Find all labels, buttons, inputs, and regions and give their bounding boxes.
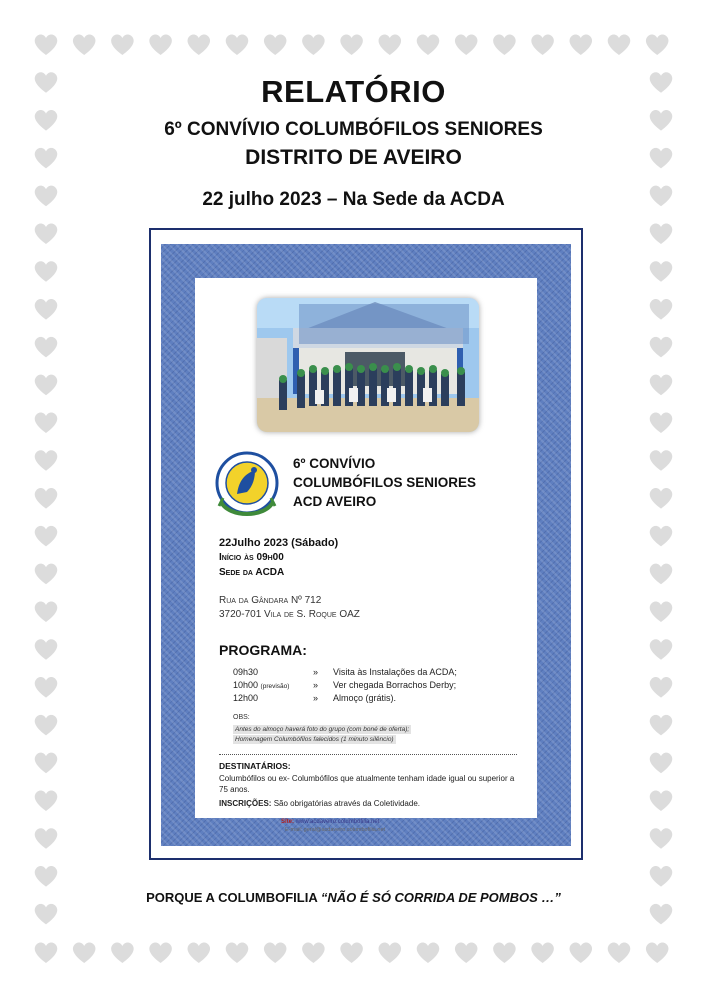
heart-icon <box>302 942 325 963</box>
programa-time-value: 10h00 <box>233 680 259 690</box>
programa-separator: » <box>313 667 319 677</box>
obs-line: Antes do almoço haverá foto do grupo (com boné de oferta); <box>235 726 410 733</box>
heart-icon <box>35 412 58 433</box>
heart-icon <box>455 34 478 55</box>
heart-icon <box>650 904 673 925</box>
heart-icon <box>188 34 211 55</box>
heart-icon <box>650 299 673 320</box>
dotted-divider <box>219 754 517 755</box>
heart-icon <box>302 34 325 55</box>
programa-time-value: 09h30 <box>233 667 259 677</box>
programa-row <box>233 679 533 692</box>
programa-time <box>233 692 305 705</box>
site-line <box>281 818 379 826</box>
footer-quote: “NÃO É SÓ CORRIDA DE POMBOS …” <box>320 890 561 905</box>
heart-icon <box>264 34 287 55</box>
report-header <box>0 72 707 212</box>
heart-icon <box>650 412 673 433</box>
heart-icon <box>149 942 172 963</box>
heart-icon <box>35 828 58 849</box>
heart-icon <box>149 34 172 55</box>
address-line2: 3720-701 Vila de S. Roque OAZ <box>219 609 360 620</box>
programa-time <box>233 679 305 693</box>
heart-icon <box>650 866 673 887</box>
heart-icon <box>650 564 673 585</box>
heart-icon <box>650 223 673 244</box>
heart-icon <box>608 34 631 55</box>
site-label: Site: <box>281 819 295 825</box>
heart-icon <box>650 715 673 736</box>
programa-separator: » <box>313 680 319 690</box>
footer-slogan <box>0 890 707 905</box>
poster-title-line1: 6º CONVÍVIO <box>293 456 376 471</box>
heart-icon <box>35 564 58 585</box>
heart-icon <box>226 34 249 55</box>
poster-title <box>293 454 533 511</box>
heart-icon <box>35 601 58 622</box>
heart-icon <box>35 375 58 396</box>
heart-icon <box>35 677 58 698</box>
heart-icon <box>650 753 673 774</box>
programa-row <box>233 692 533 705</box>
event-date: 22Julho 2023 (Sábado) <box>219 537 339 549</box>
poster-title-line3: ACD AVEIRO <box>293 494 377 509</box>
heart-icon <box>417 34 440 55</box>
inscricoes-text: São obrigatórias através da Coletividade. <box>273 799 420 808</box>
poster-content <box>195 278 537 833</box>
heart-icon <box>111 34 134 55</box>
heart-icon <box>226 942 249 963</box>
heart-icon <box>570 942 593 963</box>
heart-icon <box>455 942 478 963</box>
heart-icon <box>379 942 402 963</box>
heart-icon <box>650 488 673 509</box>
event-start-time: Início às 09h00 <box>219 552 284 563</box>
heart-icon <box>650 337 673 358</box>
heart-icon <box>493 942 516 963</box>
heart-icon <box>650 677 673 698</box>
heart-icon <box>35 223 58 244</box>
site-link[interactable]: www.acdaveiro.columbofilia.net <box>295 819 380 825</box>
footer-prefix: PORQUE A COLUMBOFILIA <box>146 890 321 905</box>
programa-description: Visita às Instalações da ACDA; <box>333 667 457 677</box>
heart-icon <box>188 942 211 963</box>
report-subtitle-line2: DISTRITO DE AVEIRO <box>245 146 462 169</box>
heart-icon <box>73 34 96 55</box>
programa-row <box>233 666 533 679</box>
programa-description: Almoço (grátis). <box>333 693 397 703</box>
heart-icon <box>73 942 96 963</box>
heart-icon <box>35 299 58 320</box>
event-address <box>219 594 360 622</box>
heart-icon <box>35 866 58 887</box>
inscricoes-label: INSCRIÇÕES: <box>219 799 272 808</box>
heart-icon <box>340 34 363 55</box>
report-subtitle-line1: 6º CONVÍVIO COLUMBÓFILOS SENIORES <box>164 119 543 140</box>
report-date-line: 22 julho 2023 – Na Sede da ACDA <box>202 189 505 210</box>
programa-time-value: 12h00 <box>233 693 259 703</box>
heart-icon <box>111 942 134 963</box>
programa-time <box>233 666 305 679</box>
report-title: RELATÓRIO <box>261 74 446 109</box>
inscricoes <box>219 798 519 809</box>
heart-icon <box>646 942 669 963</box>
event-venue: Sede da ACDA <box>219 567 285 578</box>
poster-blue-border <box>161 244 571 846</box>
heart-icon <box>35 450 58 471</box>
group-photo <box>257 298 479 432</box>
heart-icon <box>35 942 58 963</box>
email-line[interactable]: E-mail: geral@acdaveiro.columbofilia.net <box>285 827 386 833</box>
heart-icon <box>35 526 58 547</box>
heart-icon <box>379 34 402 55</box>
event-poster <box>149 228 583 860</box>
heart-icon <box>650 526 673 547</box>
heart-icon <box>650 261 673 282</box>
heart-icon <box>35 639 58 660</box>
heart-icon <box>646 34 669 55</box>
heart-icon <box>417 942 440 963</box>
heart-icon <box>531 942 554 963</box>
heart-icon <box>650 790 673 811</box>
heart-icon <box>35 904 58 925</box>
heart-icon <box>340 942 363 963</box>
heart-icon <box>570 34 593 55</box>
obs-line: Homenagem Columbófilos falecidos (1 minuto silêncio) <box>235 736 394 743</box>
heart-icon <box>264 942 287 963</box>
heart-icon <box>35 753 58 774</box>
heart-icon <box>650 375 673 396</box>
destinatarios-heading: DESTINATÁRIOS: <box>219 761 291 771</box>
heart-icon <box>493 34 516 55</box>
programa-heading: PROGRAMA: <box>219 642 307 658</box>
heart-icon <box>531 34 554 55</box>
heart-icon <box>35 261 58 282</box>
address-line1: Rua da Gândara Nº 712 <box>219 595 322 606</box>
programa-time-note: (previsão) <box>260 683 290 690</box>
heart-icon <box>35 488 58 509</box>
poster-title-line2: COLUMBÓFILOS SENIORES <box>293 475 477 490</box>
heart-icon <box>650 601 673 622</box>
heart-icon <box>35 337 58 358</box>
destinatarios-text: Columbófilos ou ex- Columbófilos que atualmente tenham idade igual ou superior a 75 anos. <box>219 774 515 794</box>
heart-icon <box>35 34 58 55</box>
heart-icon <box>650 639 673 660</box>
club-logo <box>211 450 283 524</box>
programa-description: Ver chegada Borrachos Derby; <box>333 680 457 690</box>
obs-label: OBS: <box>233 714 250 721</box>
programa-separator: » <box>313 693 319 703</box>
heart-icon <box>35 715 58 736</box>
heart-icon <box>35 790 58 811</box>
heart-icon <box>650 828 673 849</box>
heart-icon <box>650 450 673 471</box>
heart-icon <box>608 942 631 963</box>
